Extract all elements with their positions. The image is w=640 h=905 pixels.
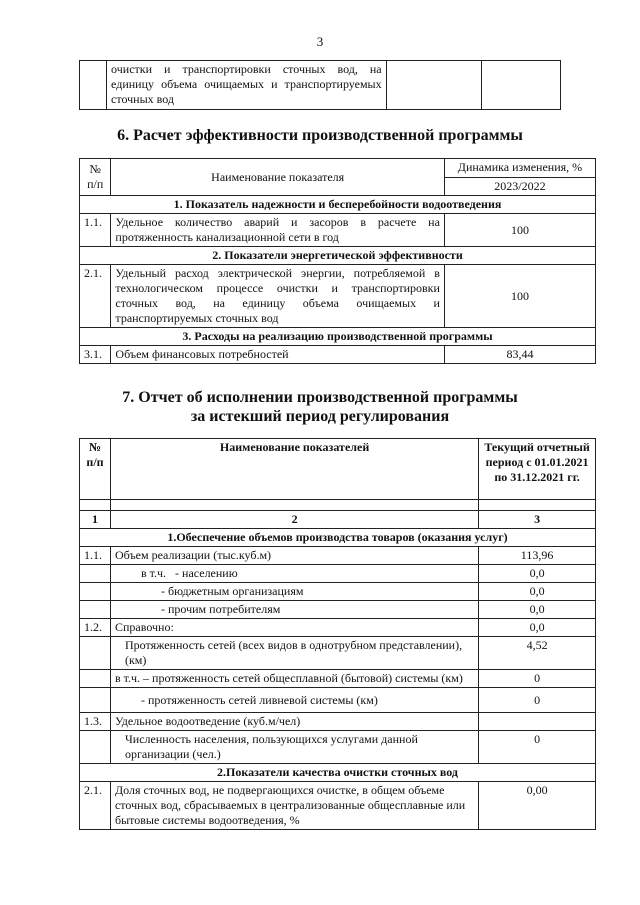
head-name: Наименование показателей (110, 439, 478, 500)
page-number: 3 (316, 34, 324, 49)
continuation-text: очистки и транспортировки сточных вод, на единицу объема очищаемых и транспортируемых сточных вод (107, 61, 387, 110)
row-text: Справочно: (110, 619, 478, 637)
row-text: в т.ч. – протяженность сетей общесплавной (бытовой) системы (км) (110, 670, 478, 688)
row-num: 2.1. (80, 782, 111, 830)
row-text: - протяженность сетей ливневой системы (км) (110, 688, 478, 713)
row-value: 113,96 (479, 547, 596, 565)
head-name: Наименование показателя (111, 159, 445, 196)
row-value: 0,0 (479, 565, 596, 583)
row-text: Удельное водоотведение (куб.м/чел) (110, 713, 478, 731)
group-title: 3. Расходы на реализацию производственной программы (80, 328, 596, 346)
group-title: 2. Показатели энергетической эффективности (80, 247, 596, 265)
row-value: 100 (444, 214, 595, 247)
group-title: 1. Показатель надежности и бесперебойности водоотведения (80, 196, 596, 214)
row-text: Объем финансовых потребностей (111, 346, 445, 364)
col-index-3: 3 (479, 511, 596, 529)
row-text: Протяженность сетей (всех видов в однотрубном представлении), (км) (110, 637, 478, 670)
head-period: 2023/2022 (444, 177, 595, 196)
row-num: 1.1. (80, 214, 111, 247)
report-table (79, 438, 596, 830)
continuation-table (79, 60, 561, 110)
row-value: 83,44 (444, 346, 595, 364)
row-num: 1.1. (80, 547, 111, 565)
section7-title-line1: 7. Отчет об исполнении производственной программы (122, 389, 518, 406)
row-text: в т.ч. - населению (110, 565, 478, 583)
row-value: 0 (479, 731, 596, 764)
row-value: 0 (479, 688, 596, 713)
row-value: 0,0 (479, 619, 596, 637)
row-value: 0,0 (479, 601, 596, 619)
row-value (479, 713, 596, 731)
row-text: Удельный расход электрической энергии, потребляемой в технологическом процессе очистки и транспортировки сточных вод, на единицу объема очищаемых и транспортируемых сточных вод (111, 265, 445, 328)
row-value: 4,52 (479, 637, 596, 670)
row-num: 3.1. (80, 346, 111, 364)
section7-title-line2: за истекший период регулирования (190, 408, 450, 425)
row-value: 0 (479, 670, 596, 688)
row-text: Удельное количество аварий и засоров в расчете на протяженность канализационной сети в год (111, 214, 445, 247)
row-text: - прочим потребителям (110, 601, 478, 619)
row-text: Доля сточных вод, не подвергающихся очистке, в общем объеме сточных вод, сбрасываемых в централизованные общесплавные или бытовые системы водоотведения, % (110, 782, 478, 830)
col-index-2: 2 (110, 511, 478, 529)
row-num: 1.3. (80, 713, 111, 731)
group-title: 1.Обеспечение объемов производства товаров (оказания услуг) (80, 529, 596, 547)
row-value: 0,00 (479, 782, 596, 830)
head-num: № п/п (80, 439, 111, 500)
group-title: 2.Показатели качества очистки сточных вод (80, 764, 596, 782)
section6-title: 6. Расчет эффективности производственной программы (117, 127, 523, 144)
col-index-1: 1 (80, 511, 111, 529)
head-dynamics: Динамика изменения, % (444, 159, 595, 178)
row-num: 2.1. (80, 265, 111, 328)
row-num: 1.2. (80, 619, 111, 637)
head-num: № п/п (80, 159, 111, 196)
row-text: - бюджетным организациям (110, 583, 478, 601)
row-text: Объем реализации (тыс.куб.м) (110, 547, 478, 565)
efficiency-table (79, 158, 596, 364)
row-text: Численность населения, пользующихся услугами данной организации (чел.) (110, 731, 478, 764)
row-value: 0,0 (479, 583, 596, 601)
head-period: Текущий отчетный период с 01.01.2021 по 31.12.2021 гг. (479, 439, 596, 500)
row-value: 100 (444, 265, 595, 328)
